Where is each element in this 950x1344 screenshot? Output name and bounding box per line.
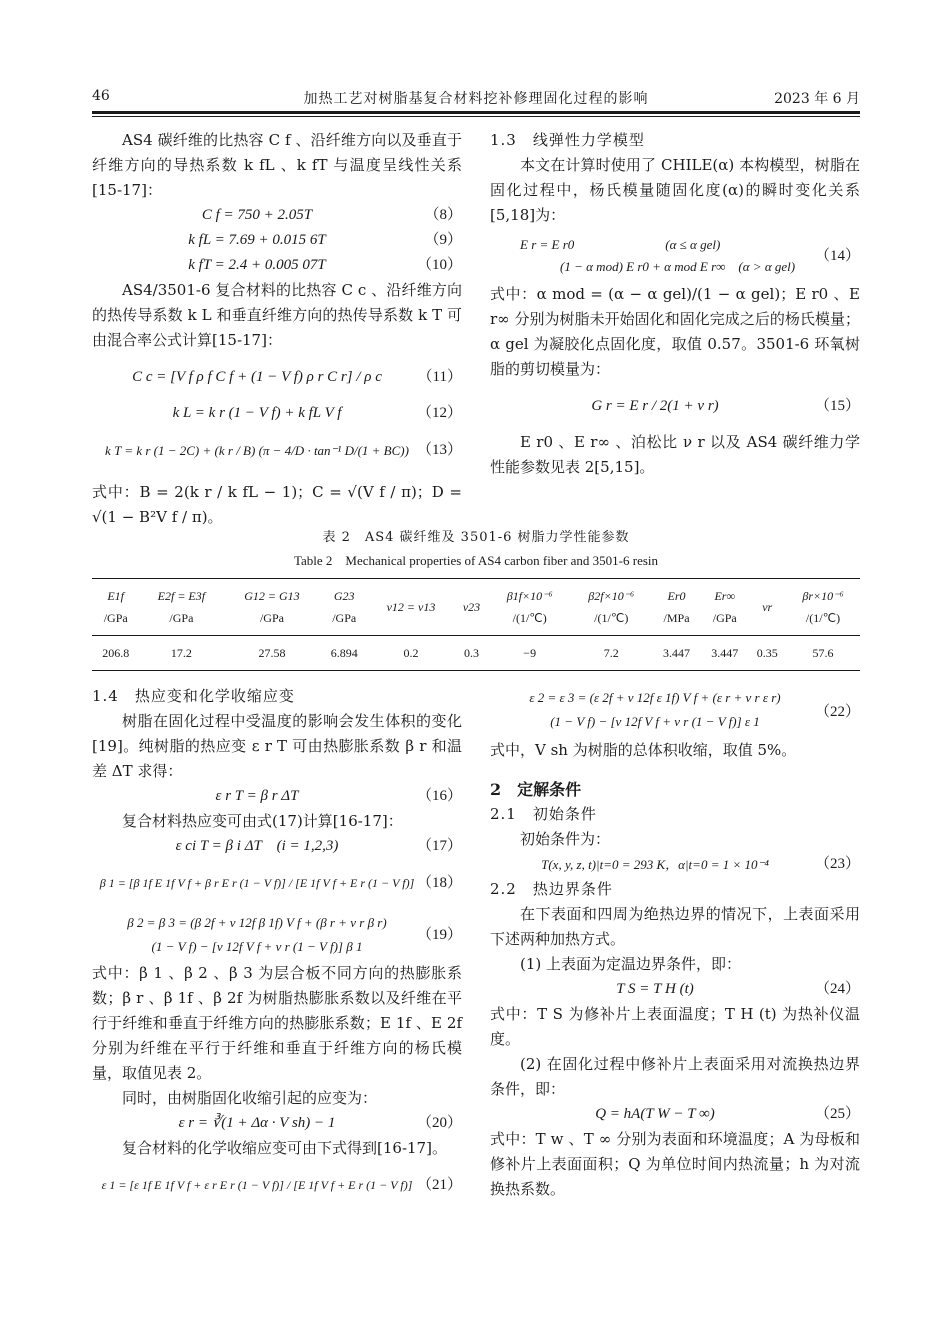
issue-date: 2023 年 6 月 (774, 91, 860, 107)
table-cell: 17.2 (139, 636, 223, 671)
paragraph: 本文在计算时使用了 CHILE(α) 本构模型，树脂在固化过程中，杨氏模量随固化度(α)的瞬时变化关系[5,18]为： (490, 156, 860, 224)
table-header-cell: Er∞ /GPa (701, 579, 748, 636)
table-cell: 57.6 (786, 636, 860, 671)
equation-18: β 1 = [β 1f E 1f V f + β r E r (1 − V f)] / [E 1f V f + E r (1 − V f)] （18） (99, 875, 462, 891)
left-column-bottom (92, 684, 462, 1209)
table-cell: 0.35 (748, 636, 786, 671)
right-column-top (490, 128, 860, 480)
table-cell: 3.447 (652, 636, 701, 671)
header-rule-thin (92, 116, 860, 117)
paragraph: 式中：T w 、T ∞ 分别为表面和环境温度；A 为母板和修补片上表面面积；Q 为单位时间内热流量；h 为对流换热系数。 (490, 1130, 860, 1198)
left-column-top (92, 128, 462, 530)
table-cell: 206.8 (92, 636, 139, 671)
table-header-cell: β1f×10⁻⁶ /(1/℃) (489, 579, 571, 636)
running-header (92, 88, 860, 108)
table-header-cell: E2f = E3f /GPa (139, 579, 223, 636)
equation-20: ε r = ∛(1 + Δα · V sh) − 1 （20） (178, 1115, 462, 1131)
equation-17: ε ci T = β i ΔT (i = 1,2,3) （17） (175, 838, 462, 854)
header-rule-thick (92, 111, 860, 114)
table-header-cell: βr×10⁻⁶ /(1/℃) (786, 579, 860, 636)
right-column-bottom (490, 684, 860, 1202)
table-header-cell: ν23 (454, 579, 489, 636)
equation-23: T(x, y, z, t)|t=0 = 293 K，α|t=0 = 1 × 10⁻⁴ （23） (541, 856, 860, 872)
paragraph: 式中：α mod = (α − α gel)/(1 − α gel)；E r0 、E r∞ 分别为树脂未开始固化和固化完成之后的杨氏模量；α gel 为凝胶化点固化度，取值 0.57。3501-6 环氧树脂的剪切模量为： (490, 285, 860, 378)
section-heading-2-1: 2.1 初始条件 (490, 805, 597, 823)
table-cell: 0.3 (454, 636, 489, 671)
paragraph: 式中：β 1 、β 2 、β 3 为层合板不同方向的热膨胀系数；β r 、β 1f 、β 2f 为树脂热膨胀系数以及纤维在平行于纤维和垂直于纤维方向的热膨胀系数；E 1f 、E 2f 分别为纤维在平行于纤维和垂直于纤维方向的杨氏模量，取值见表 2。 (92, 964, 462, 1082)
equation-16: ε r T = β r ΔT （16） (215, 788, 462, 804)
paragraph: 在下表面和四周为绝热边界的情况下，上表面采用下述两种加热方式。 (490, 905, 860, 948)
paragraph: (1) 上表面为定温边界条件，即： (520, 955, 742, 973)
paragraph: (2) 在固化过程中修补片上表面采用对流换热边界条件，即： (490, 1055, 860, 1098)
table-row (92, 636, 860, 671)
paragraph: 式中：B = 2(k r / k fL − 1)；C = √(V f / π)；D = √(1 − B²V f / π)。 (92, 483, 462, 526)
section-heading-1-3: 1.3 线弹性力学模型 (490, 131, 645, 149)
equation-19: β 2 = β 3 = (β 2f + ν 12f β 1f) V f + (β r + ν r β r) (1 − V f) − [ν 12f V f + ν r (1 − V f)] β 1 （19） (127, 915, 462, 954)
journal-title: 加热工艺对树脂基复合材料挖补修理固化过程的影响 (303, 91, 649, 107)
table-cell: 27.58 (223, 636, 320, 671)
section-heading-1-4: 1.4 热应变和化学收缩应变 (92, 687, 295, 705)
table-header-cell: E1f /GPa (92, 579, 139, 636)
section-heading-2: 2 定解条件 (490, 780, 582, 799)
table-header-cell: β2f×10⁻⁶ /(1/℃) (570, 579, 652, 636)
paragraph: 树脂在固化过程中受温度的影响会发生体积的变化[19]。纯树脂的热应变 ε r T 可由热膨胀系数 β r 和温差 ΔT 求得： (92, 712, 462, 780)
properties-table (92, 578, 860, 671)
paragraph: 复合材料热应变可由式(17)计算[16-17]： (122, 812, 403, 830)
paragraph: 式中，V sh 为树脂的总体积收缩，取值 5%。 (490, 741, 797, 759)
table-header-cell: G12 = G13 /GPa (223, 579, 320, 636)
table-cell: −9 (489, 636, 571, 671)
equation-22: ε 2 = ε 3 = (ε 2f + ν 12f ε 1f) V f + (ε r + ν r ε r) (1 − V f) − [ν 12f V f + ν r (1 − V f)] ε 1 （22） (529, 690, 860, 729)
equation-25: Q = hA(T W − T ∞) （25） (595, 1106, 860, 1122)
equation-8: C f = 750 + 2.05T （8） (201, 207, 462, 223)
equation-12: k L = k r (1 − V f) + k fL V f （12） (172, 405, 462, 421)
table-header-cell: νr (748, 579, 786, 636)
equation-14: E r = E r0 (α ≤ α gel) (1 − α mod) E r0 + α mod E r∞ (α > α gel) （14） (520, 237, 860, 274)
table-header-cell: ν12 = ν13 (368, 579, 454, 636)
paragraph: 式中：T S 为修补片上表面温度；T H (t) 为热补仪温度。 (490, 1005, 860, 1048)
section-heading-2-2: 2.2 热边界条件 (490, 880, 613, 898)
table-cell: 0.2 (368, 636, 454, 671)
paragraph: AS4/3501-6 复合材料的比热容 C c 、沿纤维方向的热传导系数 k L 和垂直纤维方向的热传导系数 k T 可由混合率公式计算[15-17]： (92, 281, 462, 349)
equation-10: k fT = 2.4 + 0.005 07T （10） (188, 257, 462, 273)
table-caption-en: Table 2 Mechanical properties of AS4 carbon fiber and 3501-6 resin (293, 553, 659, 568)
table-cell: 6.894 (321, 636, 368, 671)
page-number: 46 (92, 88, 110, 104)
table-cell: 3.447 (701, 636, 748, 671)
paragraph: E r0 、E r∞ 、泊松比 ν r 以及 AS4 碳纤维力学性能参数见表 2[5,15]。 (490, 433, 860, 476)
equation-21: ε 1 = [ε 1f E 1f V f + ε r E r (1 − V f)] / [E 1f V f + E r (1 − V f)] （21） (101, 1177, 462, 1193)
equation-24: T S = T H (t) （24） (616, 981, 860, 997)
paragraph: AS4 碳纤维的比热容 C f 、沿纤维方向以及垂直于纤维方向的导热系数 k fL 、k fT 与温度呈线性关系[15-17]： (92, 131, 462, 199)
table-header-cell: G23 /GPa (321, 579, 368, 636)
equation-9: k fL = 7.69 + 0.015 6T （9） (188, 232, 462, 248)
table-header-row (92, 579, 860, 636)
equation-15: G r = E r / 2(1 + ν r) （15） (591, 398, 860, 414)
table-cell: 7.2 (570, 636, 652, 671)
paragraph: 同时，由树脂固化收缩引起的应变为： (122, 1089, 378, 1107)
paragraph: 复合材料的化学收缩应变可由下式得到[16-17]。 (122, 1139, 447, 1157)
equation-11: C c = [V f ρ f C f + (1 − V f) ρ r C r] / ρ c （11） (132, 369, 462, 385)
table-header-cell: Er0 /MPa (652, 579, 701, 636)
paragraph: 初始条件为： (520, 830, 611, 848)
table-caption-cn: 表 2 AS4 碳纤维及 3501-6 树脂力学性能参数 (322, 530, 630, 545)
equation-13: k T = k r (1 − 2C) + (k r / B) (π − 4/D · tan⁻¹ D/(1 + BC)) （13） (105, 442, 462, 458)
